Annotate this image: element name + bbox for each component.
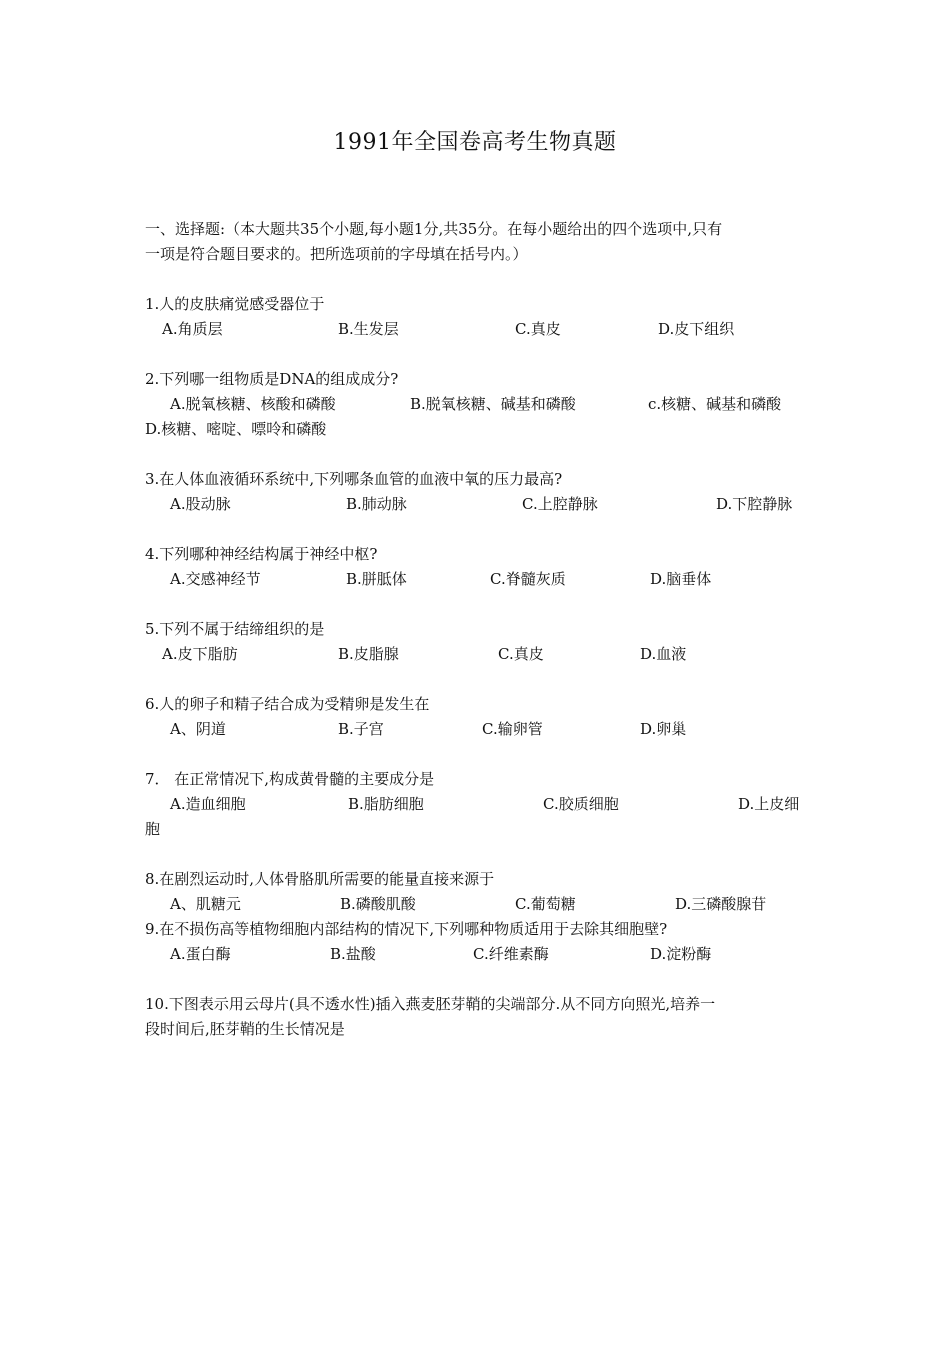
question-5-option-a: A.皮下脂肪 <box>162 645 238 663</box>
question-9-option-c: C.纤维素酶 <box>473 945 549 963</box>
question-2-option-c: c.核糖、碱基和磷酸 <box>648 395 782 413</box>
question-5-option-d: D.血液 <box>640 645 687 663</box>
question-1-option-a: A.角质层 <box>162 320 223 338</box>
question-6-option-b: B.子宫 <box>338 720 384 738</box>
question-1-option-b: B.生发层 <box>338 320 399 338</box>
question-4-option-d: D.脑垂体 <box>650 570 712 588</box>
question-2-option-b: B.脱氧核糖、碱基和磷酸 <box>410 395 576 413</box>
question-5-option-b: B.皮脂腺 <box>338 645 399 663</box>
question-2-option-d: D.核糖、嘧啶、嘌呤和磷酸 <box>145 420 327 438</box>
question-6-option-d: D.卵巢 <box>640 720 687 738</box>
question-2-stem: 2.下列哪一组物质是DNA的组成成分? <box>145 370 399 388</box>
question-10-stem-line-2: 段时间后,胚芽鞘的生长情况是 <box>145 1020 345 1038</box>
question-4-option-c: C.脊髓灰质 <box>490 570 566 588</box>
question-5-stem: 5.下列不属于结缔组织的是 <box>145 620 325 638</box>
question-3-option-a: A.股动脉 <box>170 495 231 513</box>
question-8-option-d: D.三磷酸腺苷 <box>675 895 767 913</box>
section-intro-line-1: 一、选择题:（本大题共35个小题,每小题1分,共35分。在每小题给出的四个选项中,只有 <box>145 220 723 238</box>
question-8-option-c: C.葡萄糖 <box>515 895 576 913</box>
question-4-option-b: B.胼胝体 <box>346 570 407 588</box>
question-7-option-b: B.脂肪细胞 <box>348 795 424 813</box>
question-3-option-c: C.上腔静脉 <box>522 495 598 513</box>
question-8-stem: 8.在剧烈运动时,人体骨胳肌所需要的能量直接来源于 <box>145 870 495 888</box>
question-8-option-a: A、肌糖元 <box>170 895 241 913</box>
question-6-stem: 6.人的卵子和精子结合成为受精卵是发生在 <box>145 695 430 713</box>
question-3-option-d: D.下腔静脉 <box>716 495 793 513</box>
question-1-stem: 1.人的皮肤痛觉感受器位于 <box>145 295 325 313</box>
question-7-option-a: A.造血细胞 <box>170 795 246 813</box>
document-title: 1991年全国卷高考生物真题 <box>333 130 617 155</box>
question-7-option-d-wrap: 胞 <box>145 820 161 838</box>
question-6-option-a: A、阴道 <box>170 720 226 738</box>
question-9-option-a: A.蛋白酶 <box>170 945 231 963</box>
question-2-option-a: A.脱氧核糖、核酸和磷酸 <box>170 395 336 413</box>
question-1-option-d: D.皮下组织 <box>658 320 735 338</box>
question-9-stem: 9.在不损伤高等植物细胞内部结构的情况下,下列哪种物质适用于去除其细胞壁? <box>145 920 668 938</box>
question-3-option-b: B.肺动脉 <box>346 495 407 513</box>
question-4-option-a: A.交感神经节 <box>170 570 261 588</box>
question-10-stem-line-1: 10.下图表示用云母片(具不透水性)插入燕麦胚芽鞘的尖端部分.从不同方向照光,培养一 <box>145 995 716 1013</box>
question-7-option-c: C.胶质细胞 <box>543 795 619 813</box>
question-9-option-b: B.盐酸 <box>330 945 376 963</box>
question-6-option-c: C.输卵管 <box>482 720 543 738</box>
question-4-stem: 4.下列哪种神经结构属于神经中枢? <box>145 545 378 563</box>
question-7-stem: 7． 在正常情况下,构成黄骨髓的主要成分是 <box>145 770 435 788</box>
question-9-option-d: D.淀粉酶 <box>650 945 712 963</box>
question-5-option-c: C.真皮 <box>498 645 544 663</box>
question-8-option-b: B.磷酸肌酸 <box>340 895 416 913</box>
question-7-option-d: D.上皮细 <box>738 795 800 813</box>
section-intro-line-2: 一项是符合题目要求的。把所选项前的字母填在括号内。） <box>145 245 528 263</box>
question-3-stem: 3.在人体血液循环系统中,下列哪条血管的血液中氧的压力最高? <box>145 470 563 488</box>
question-1-option-c: C.真皮 <box>515 320 561 338</box>
